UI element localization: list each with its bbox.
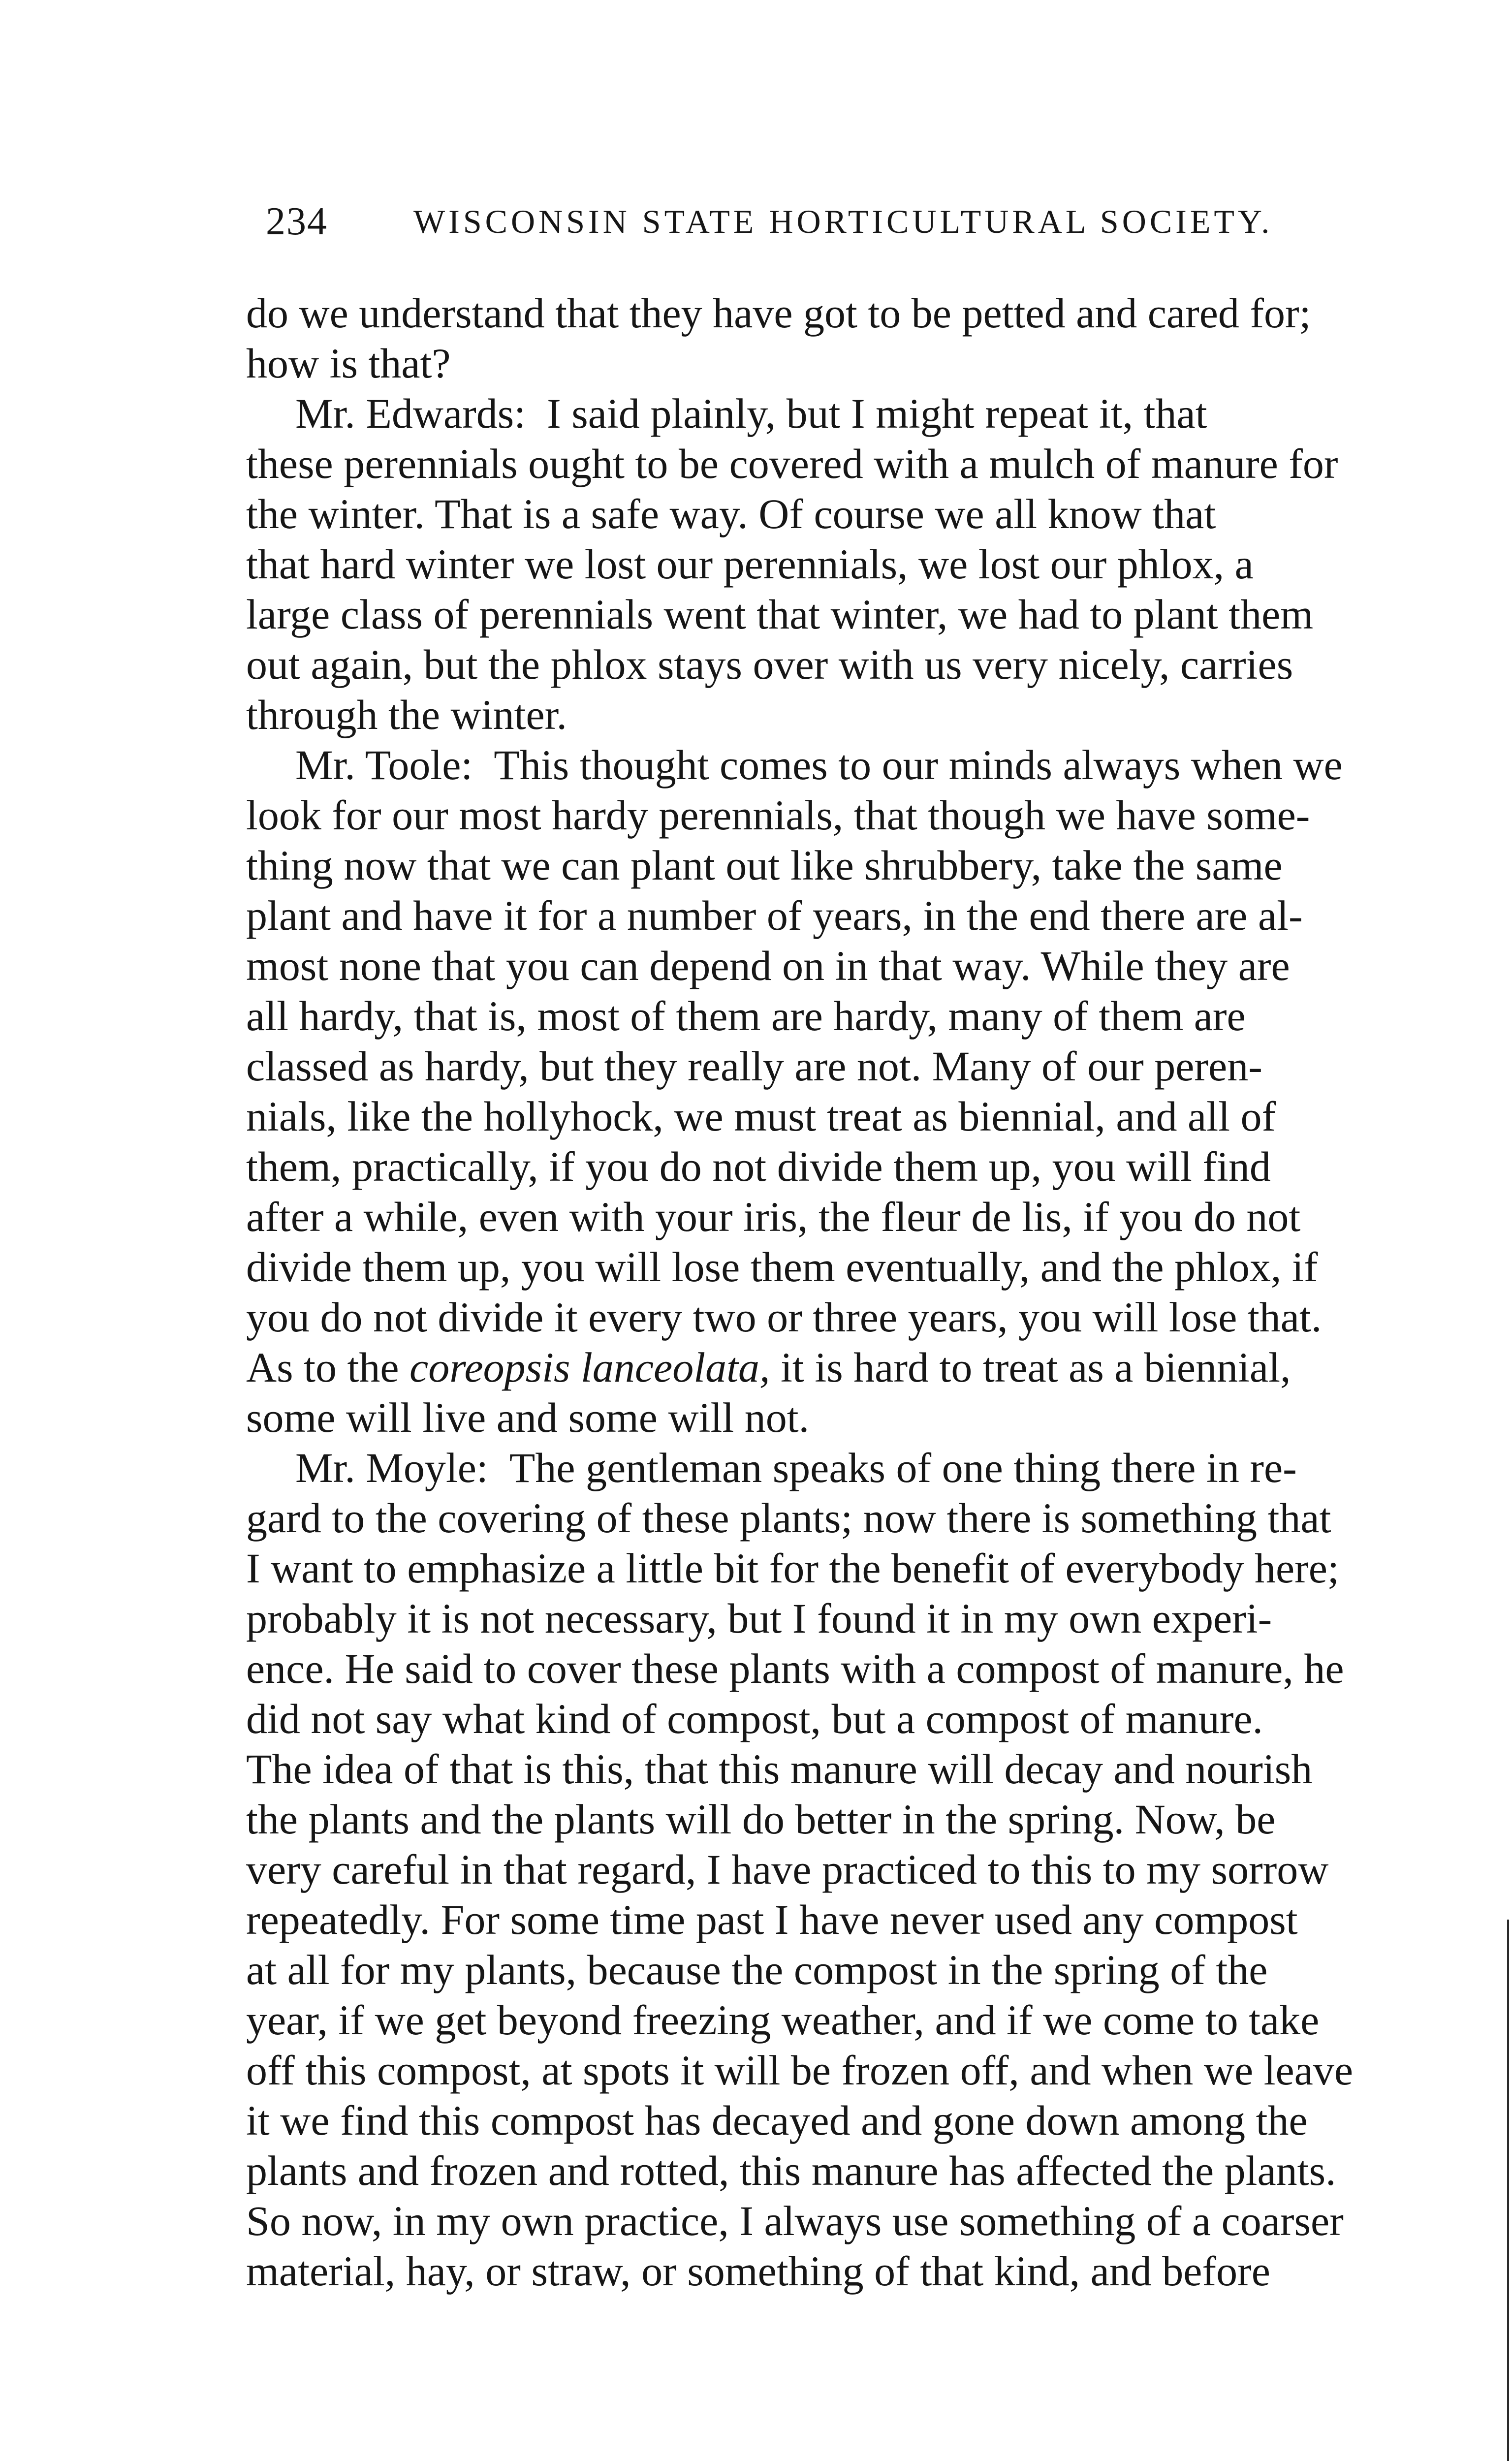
text-run: I said plainly, but I might repeat it, that bbox=[547, 390, 1207, 437]
text-line bbox=[246, 1443, 1437, 1493]
text-line: ence. He said to cover these plants with a compost of manure, he bbox=[246, 1645, 1344, 1692]
paragraph-continuation bbox=[246, 288, 1437, 388]
text-line: the plants and the plants will do better in the spring. Now, be bbox=[246, 1796, 1276, 1843]
italic-plant-name: coreopsis lanceolata, bbox=[410, 1344, 770, 1391]
text-line: the winter. That is a safe way. Of course we all know that bbox=[246, 490, 1216, 537]
text-line bbox=[246, 740, 1437, 790]
text-line: through the winter. bbox=[246, 691, 567, 738]
paragraph-toole bbox=[246, 740, 1437, 1443]
text-run: The gentleman speaks of one thing there in re- bbox=[509, 1444, 1297, 1491]
text-line: do we understand that they have got to be petted and cared for; bbox=[246, 289, 1311, 337]
text-run: As to the bbox=[246, 1344, 399, 1391]
text-line: probably it is not necessary, but I found it in my own experi- bbox=[246, 1595, 1272, 1642]
text-line: it we find this compost has decayed and gone down among the bbox=[246, 2097, 1308, 2144]
text-line: plants and frozen and rotted, this manure has affected the plants. bbox=[246, 2147, 1336, 2194]
text-line: plant and have it for a number of years, in the end there are al- bbox=[246, 892, 1303, 939]
scan-edge-shadow bbox=[1507, 1920, 1509, 2461]
text-line: after a while, even with your iris, the fleur de lis, if you do not bbox=[246, 1193, 1301, 1240]
text-line: large class of perennials went that winter, we had to plant them bbox=[246, 591, 1314, 638]
speaker-name: Mr. Moyle: bbox=[295, 1444, 488, 1491]
text-line: most none that you can depend on in that way. While they are bbox=[246, 942, 1290, 989]
text-line: out again, but the phlox stays over with us very nicely, carries bbox=[246, 641, 1293, 688]
page-number: 234 bbox=[266, 200, 328, 243]
text-line: some will live and some will not. bbox=[246, 1394, 810, 1441]
body-text bbox=[246, 288, 1437, 2296]
page-header bbox=[266, 192, 1324, 251]
text-line: year, if we get beyond freezing weather, and if we come to take bbox=[246, 1996, 1320, 2044]
text-line: thing now that we can plant out like shrubbery, take the same bbox=[246, 842, 1283, 889]
speaker-name: Mr. Edwards: bbox=[295, 390, 526, 437]
text-line: gard to the covering of these plants; now there is something that bbox=[246, 1494, 1331, 1542]
paragraph-moyle bbox=[246, 1443, 1437, 2296]
running-title: WISCONSIN STATE HORTICULTURAL SOCIETY. bbox=[413, 203, 1273, 240]
text-run: it is hard to treat as a biennial, bbox=[781, 1344, 1291, 1391]
text-line: these perennials ought to be covered with a mulch of manure for bbox=[246, 440, 1338, 487]
paragraph-edwards bbox=[246, 388, 1437, 740]
text-line: look for our most hardy perennials, that though we have some- bbox=[246, 791, 1310, 839]
text-line: material, hay, or straw, or something of that kind, and before bbox=[246, 2247, 1270, 2295]
text-line bbox=[246, 1342, 1437, 1392]
text-line: how is that? bbox=[246, 340, 451, 387]
text-line: The idea of that is this, that this manure will decay and nourish bbox=[246, 1745, 1313, 1793]
speaker-name: Mr. Toole: bbox=[295, 741, 473, 789]
text-line: you do not divide it every two or three years, you will lose that. bbox=[246, 1294, 1322, 1341]
text-line: did not say what kind of compost, but a compost of manure. bbox=[246, 1695, 1263, 1742]
text-line: nials, like the hollyhock, we must treat as biennial, and all of bbox=[246, 1093, 1276, 1140]
text-line: very careful in that regard, I have practiced to this to my sorrow bbox=[246, 1846, 1329, 1893]
text-line: off this compost, at spots it will be frozen off, and when we leave bbox=[246, 2047, 1354, 2094]
text-line bbox=[246, 388, 1437, 439]
text-line: classed as hardy, but they really are not. Many of our peren- bbox=[246, 1042, 1262, 1090]
text-line: repeatedly. For some time past I have never used any compost bbox=[246, 1896, 1298, 1943]
text-run: This thought comes to our minds always when we bbox=[494, 741, 1343, 789]
text-line: at all for my plants, because the compost in the spring of the bbox=[246, 1946, 1268, 1993]
text-line: I want to emphasize a little bit for the benefit of everybody here; bbox=[246, 1545, 1339, 1592]
text-line: all hardy, that is, most of them are hardy, many of them are bbox=[246, 992, 1246, 1040]
text-line: So now, in my own practice, I always use something of a coarser bbox=[246, 2197, 1344, 2244]
text-line: them, practically, if you do not divide them up, you will find bbox=[246, 1143, 1271, 1190]
text-line: that hard winter we lost our perennials, we lost our phlox, a bbox=[246, 540, 1254, 588]
text-line: divide them up, you will lose them eventually, and the phlox, if bbox=[246, 1243, 1318, 1291]
